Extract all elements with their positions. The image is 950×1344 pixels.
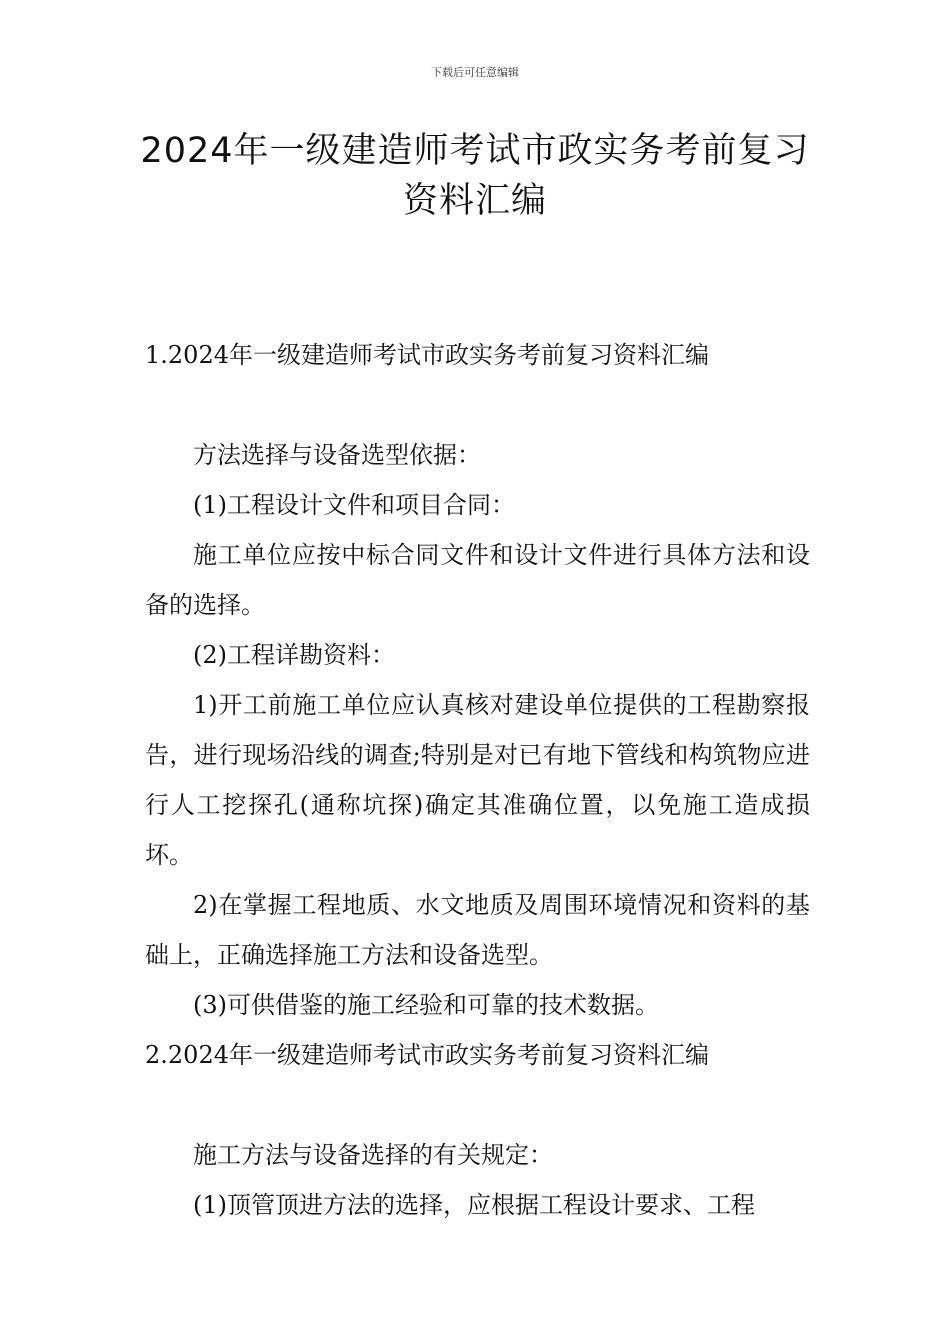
paragraph: (3)可供借鉴的施工经验和可靠的技术数据。 xyxy=(193,991,659,1019)
paragraph: (1)顶管顶进方法的选择，应根据工程设计要求、工程 xyxy=(193,1191,755,1219)
paragraph: 2)在掌握工程地质、水文地质及周围环境情况和资料的基础上，正确选择施工方法和设备选型。 xyxy=(145,891,810,969)
header-note: 下载后可任意编辑 xyxy=(431,66,519,79)
title-line-2: 资料汇编 xyxy=(402,181,547,221)
document-body xyxy=(145,330,810,1230)
paragraph: (2)工程详勘资料： xyxy=(193,641,395,669)
paragraph: (1)工程设计文件和项目合同： xyxy=(193,491,515,519)
paragraph: 施工方法与设备选择的有关规定： xyxy=(193,1141,553,1169)
paragraph: 方法选择与设备选型依据： xyxy=(193,441,481,469)
document-title xyxy=(120,126,830,226)
title-line-1: 2024年一级建造师考试市政实务考前复习 xyxy=(140,131,810,171)
paragraph: 施工单位应按中标合同文件和设计文件进行具体方法和设备的选择。 xyxy=(145,541,810,619)
paragraph: 1)开工前施工单位应认真核对建设单位提供的工程勘察报告，进行现场沿线的调查;特别是对已有地下管线和构筑物应进行人工挖探孔(通称坑探)确定其准确位置，以免施工造成损坏。 xyxy=(145,691,810,869)
section-heading: 1.2024年一级建造师考试市政实务考前复习资料汇编 xyxy=(145,341,709,369)
section-heading: 2.2024年一级建造师考试市政实务考前复习资料汇编 xyxy=(145,1041,709,1069)
